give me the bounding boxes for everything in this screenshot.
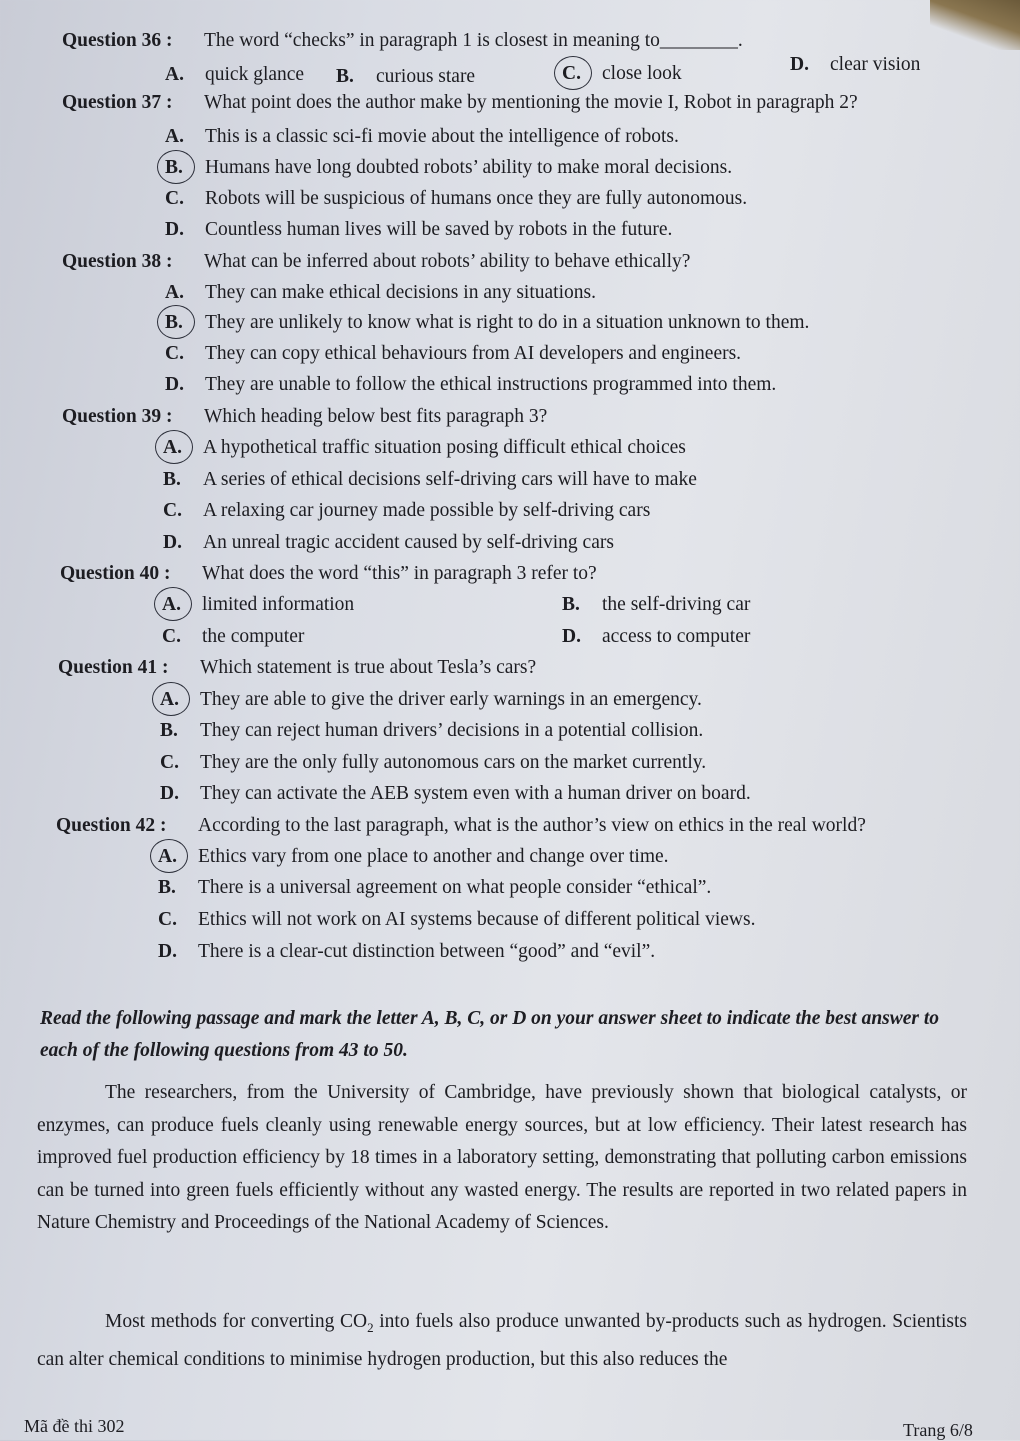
q37-option-a: A. This is a classic sci-fi movie about the intelligence of robots. (165, 126, 679, 147)
q42-option-c: C. Ethics will not work on AI systems because of different political views. (158, 909, 756, 930)
q40-option-a: A. limited information (162, 594, 355, 615)
q41-option-c: C. They are the only fully autonomous cars on the market currently. (160, 752, 707, 773)
q42-option-d: D. There is a clear-cut distinction between “good” and “evil”. (158, 941, 656, 962)
q38-option-a: A. They can make ethical decisions in any situations. (165, 282, 596, 303)
page-corner-shadow (930, 0, 1020, 50)
q36-option-b: B. curious stare (336, 66, 476, 87)
q39-option-d: D. An unreal tragic accident caused by self-driving cars (163, 532, 614, 553)
question-37: Question 37 : What point does the author make by mentioning the movie I, Robot in paragraph 2? (62, 92, 858, 113)
q38-option-d: D. They are unable to follow the ethical instructions programmed into them. (165, 374, 777, 395)
q40-option-d: D. access to computer (562, 626, 751, 647)
q36-option-c: C. close look (562, 63, 682, 84)
page-number: Trang 6/8 (903, 1420, 973, 1440)
q37-option-b: B. Humans have long doubted robots’ ability to make moral decisions. (165, 157, 733, 178)
q39-option-c: C. A relaxing car journey made possible by self-driving cars (163, 500, 651, 521)
q41-option-d: D. They can activate the AEB system even with a human driver on board. (160, 783, 751, 804)
q38-option-c: C. They can copy ethical behaviours from AI developers and engineers. (165, 343, 742, 364)
q39-option-a: A. A hypothetical traffic situation posing difficult ethical choices (163, 437, 686, 458)
question-39: Question 39 : Which heading below best fits paragraph 3? (62, 406, 548, 427)
question-40: Question 40 : What does the word “this” in paragraph 3 refer to? (60, 563, 597, 584)
q36-option-d: D. clear vision (790, 54, 921, 75)
q41-option-a: A. They are able to give the driver early warnings in an emergency. (160, 689, 702, 710)
passage-paragraph-1: The researchers, from the University of Cambridge, have previously shown that biological catalysts, or enzymes, can produce fuels cleanly using renewable energy sources, but at low efficiency. Their latest research has improved fuel production efficiency by 18 times in a laboratory setting, demonstrating that polluting carbon emissions can be turned into green fuels efficiently without any wasted energy. The results are reported in two related papers in Nature Chemistry and Proceedings of the National Academy of Sciences. (37, 1082, 967, 1233)
passage-paragraph-2: Most methods for converting $CO_2$ into fuels also produce unwanted by-products such as hydrogen. Scientists can alter chemical conditions to minimise hydrogen production, but this also reduces the (37, 1311, 968, 1371)
question-38: Question 38 : What can be inferred about robots’ ability to behave ethically? (62, 251, 691, 272)
q36-option-a: A. quick glance (165, 64, 305, 85)
q42-option-a: A. Ethics vary from one place to another and change over time. (158, 846, 669, 867)
q39-option-b: B. A series of ethical decisions self-driving cars will have to make (163, 469, 697, 490)
question-36: Question 36 : The word “checks” in paragraph 1 is closest in meaning to________. (62, 30, 743, 51)
q37-option-d: D. Countless human lives will be saved by robots in the future. (165, 219, 673, 240)
question-41: Question 41 : Which statement is true about Tesla’s cars? (58, 657, 537, 678)
q42-option-b: B. There is a universal agreement on what people consider “ethical”. (158, 877, 712, 898)
question-42: Question 42 : According to the last paragraph, what is the author’s view on ethics in the real world? (56, 815, 866, 836)
q41-option-b: B. They can reject human drivers’ decisions in a potential collision. (160, 720, 704, 741)
q37-option-c: C. Robots will be suspicious of humans once they are fully autonomous. (165, 188, 748, 209)
q38-option-b: B. They are unlikely to know what is right to do in a situation unknown to them. (165, 312, 810, 333)
q40-option-c: C. the computer (162, 626, 305, 647)
reading-instruction: Read the following passage and mark the letter A, B, C, or D on your answer sheet to indicate the best answer to each of the following questions from 43 to 50. (40, 1008, 940, 1061)
q40-option-b: B. the self-driving car (562, 594, 751, 615)
exam-code: Mã đề thi 302 (24, 1416, 125, 1436)
